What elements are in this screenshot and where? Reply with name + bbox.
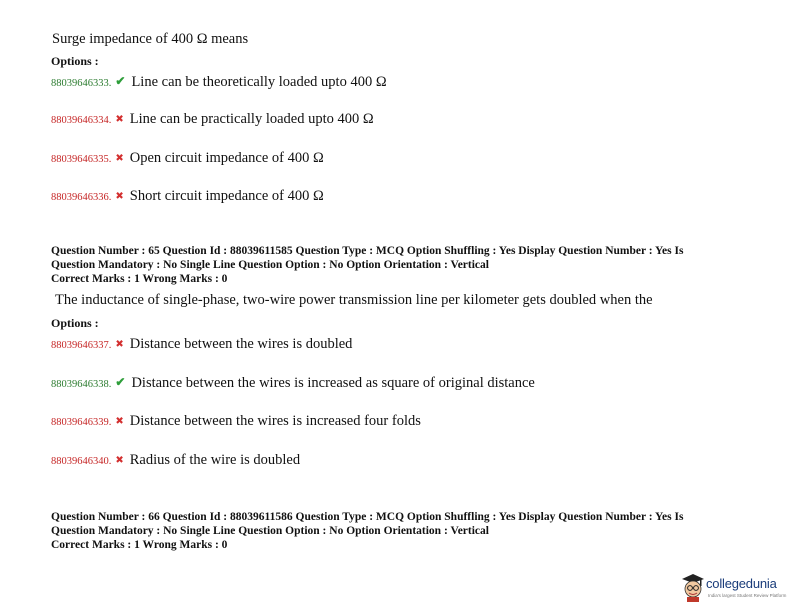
question-meta-line: Question Number : 65 Question Id : 88039611585 Question Type : MCQ Option Shuffling : Yes Display Question Number : Yes Is: [51, 245, 684, 257]
check-icon: ✔: [115, 74, 126, 88]
option-row: [51, 73, 387, 91]
collegedunia-logo: [680, 572, 790, 606]
question-meta: [51, 244, 683, 286]
option-id: 88039646340.: [51, 456, 112, 467]
option-row: [51, 374, 535, 392]
option-text: Distance between the wires is increased four folds: [129, 413, 421, 429]
question-meta-line: Question Mandatory : No Single Line Question Option : No Option Orientation : Vertical: [51, 259, 489, 271]
question-marks: Correct Marks : 1 Wrong Marks : 0: [51, 539, 228, 551]
question-meta-line: Question Number : 66 Question Id : 88039611586 Question Type : MCQ Option Shuffling : Yes Display Question Number : Yes Is: [51, 511, 684, 523]
option-id: 88039646334.: [51, 115, 112, 126]
cross-icon: ✖: [115, 455, 124, 466]
option-text: Line can be practically loaded upto 400 Ω: [129, 111, 374, 127]
cross-icon: ✖: [115, 153, 124, 164]
question-marks: Correct Marks : 1 Wrong Marks : 0: [51, 273, 228, 285]
question-text: Surge impedance of 400 Ω means: [52, 31, 249, 47]
cross-icon: ✖: [115, 114, 124, 125]
option-row: [51, 187, 324, 205]
option-row: [51, 451, 300, 469]
option-row: [51, 110, 374, 128]
option-text: Distance between the wires is doubled: [129, 336, 353, 352]
check-icon: ✔: [115, 375, 126, 389]
logo-tagline: India's largest Student Review Platform: [708, 593, 787, 598]
cross-icon: ✖: [115, 191, 124, 202]
options-label: Options :: [51, 316, 99, 330]
question-meta-line: Question Mandatory : No Single Line Question Option : No Option Orientation : Vertical: [51, 525, 489, 537]
question-text: The inductance of single-phase, two-wire power transmission line per kilometer gets doubled when the: [55, 292, 653, 308]
option-row: [51, 335, 352, 353]
option-id: 88039646338.: [51, 379, 112, 390]
graduate-mascot-icon: [680, 572, 706, 602]
logo-wordmark: collegedunia: [706, 576, 777, 591]
option-text: Line can be theoretically loaded upto 400 Ω: [131, 74, 387, 90]
option-id: 88039646336.: [51, 192, 112, 203]
question-meta: [51, 510, 683, 552]
option-id: 88039646337.: [51, 340, 112, 351]
options-label: Options :: [51, 54, 99, 68]
option-id: 88039646333.: [51, 78, 112, 89]
cross-icon: ✖: [115, 416, 124, 427]
option-text: Open circuit impedance of 400 Ω: [129, 150, 324, 166]
option-text: Short circuit impedance of 400 Ω: [129, 188, 324, 204]
option-row: [51, 149, 324, 167]
option-text: Radius of the wire is doubled: [129, 452, 301, 468]
option-row: [51, 412, 421, 430]
option-text: Distance between the wires is increased as square of original distance: [131, 375, 535, 391]
option-id: 88039646339.: [51, 417, 112, 428]
cross-icon: ✖: [115, 339, 124, 350]
option-id: 88039646335.: [51, 154, 112, 165]
